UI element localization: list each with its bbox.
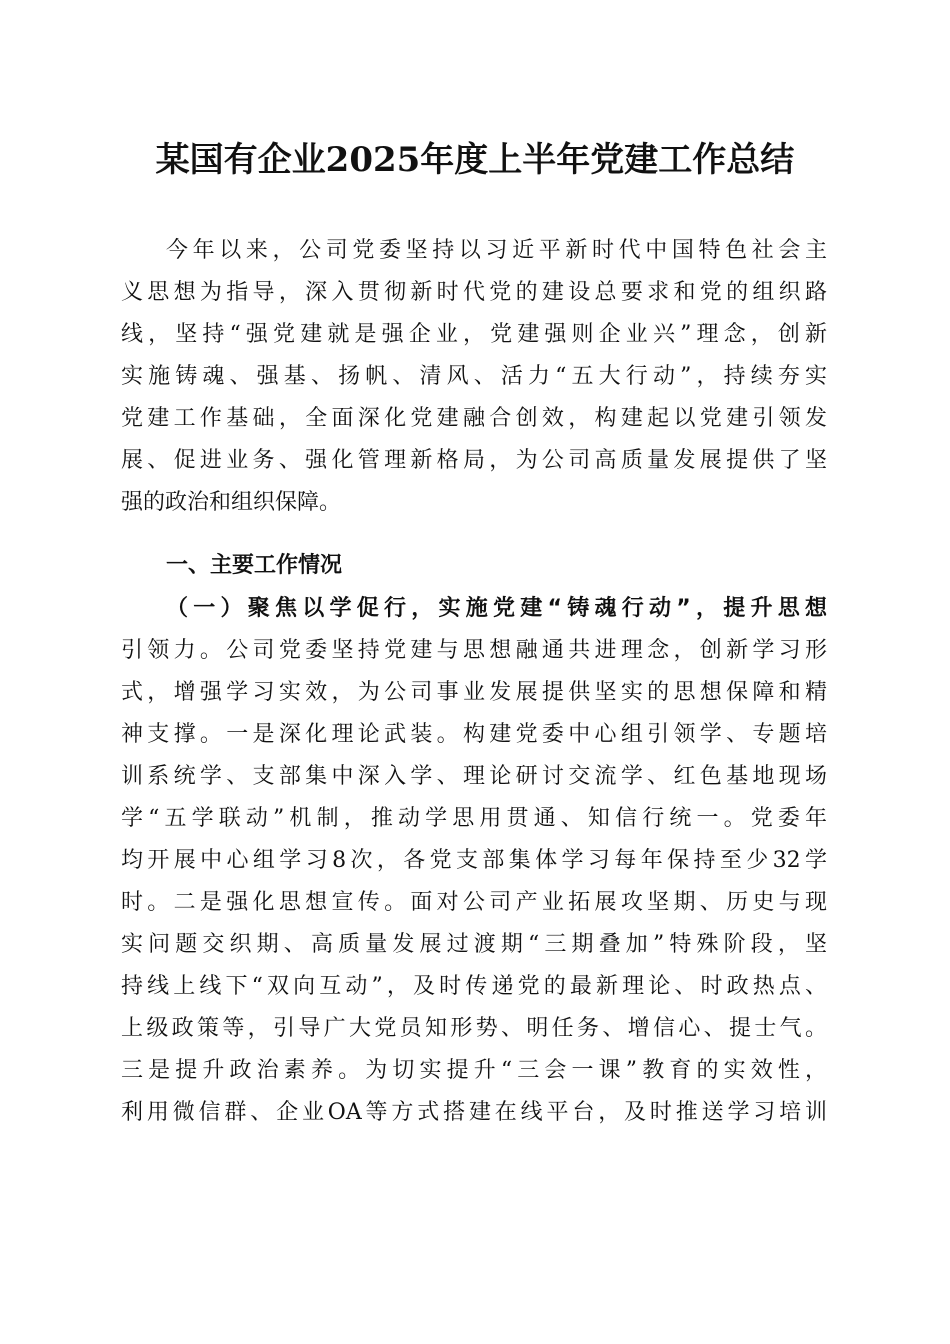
paragraph-line: 强的政治和组织保障。 <box>121 490 342 515</box>
paragraph-line: 义思想为指导，深入贯彻新时代党的建设总要求和党的组织路 <box>121 280 827 305</box>
paragraph-line: 神支撑。一是深化理论武装。构建党委中心组引领学、专题培 <box>121 722 827 747</box>
paragraph-line: 今年以来，公司党委坚持以习近平新时代中国特色社会主 <box>166 238 827 263</box>
paragraph-line: 训系统学、支部集中深入学、理论研讨交流学、红色基地现场 <box>121 764 827 789</box>
paragraph-line: 式，增强学习实效，为公司事业发展提供坚实的思想保障和精 <box>121 680 827 705</box>
paragraph-line: 利用微信群、企业OA等方式搭建在线平台，及时推送学习培训 <box>121 1100 827 1125</box>
paragraph-line: 三是提升政治素养。为切实提升“三会一课”教育的实效性， <box>121 1058 827 1083</box>
paragraph-line: 党建工作基础，全面深化党建融合创效，构建起以党建引领发 <box>121 406 827 431</box>
paragraph-line: 线，坚持“强党建就是强企业，党建强则企业兴”理念，创新 <box>121 322 827 347</box>
paragraph-line: 实施铸魂、强基、扬帆、清风、活力“五大行动”，持续夯实 <box>121 364 827 389</box>
paragraph-line: 上级政策等，引导广大党员知形势、明任务、增信心、提士气。 <box>121 1016 827 1041</box>
section-heading: 一、主要工作情况 <box>166 553 343 578</box>
paragraph-line: 展、促进业务、强化管理新格局，为公司高质量发展提供了坚 <box>121 448 827 473</box>
paragraph-line: 时。二是强化思想宣传。面对公司产业拓展攻坚期、历史与现 <box>121 890 827 915</box>
paragraph-line: 均开展中心组学习8次，各党支部集体学习每年保持至少32学 <box>121 848 827 873</box>
paragraph-line: 学“五学联动”机制，推动学思用贯通、知信行统一。党委年 <box>121 806 827 831</box>
paragraph-line: 实问题交织期、高质量发展过渡期“三期叠加”特殊阶段，坚 <box>121 932 827 957</box>
paragraph-line: 引领力。公司党委坚持党建与思想融通共进理念，创新学习形 <box>121 638 827 663</box>
paragraph-line: 持线上线下“双向互动”，及时传递党的最新理论、时政热点、 <box>121 974 827 999</box>
document-title: 某国有企业2025年度上半年党建工作总结 <box>155 140 795 180</box>
subsection-heading-line: （一）聚焦以学促行，实施党建“铸魂行动”，提升思想 <box>166 596 827 621</box>
